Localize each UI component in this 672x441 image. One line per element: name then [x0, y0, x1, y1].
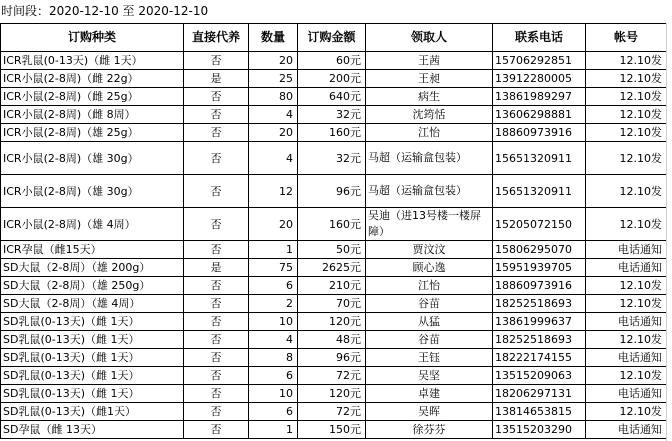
phone-cell: 13861999637: [493, 313, 586, 331]
quantity-cell: 80: [249, 88, 298, 106]
sheet-gridline: [666, 23, 672, 441]
account-cell: 12.10发: [586, 295, 667, 313]
quantity-cell: 1: [249, 421, 298, 439]
recipient-cell: 江怡: [366, 277, 493, 295]
account-cell: 电话通知: [586, 259, 667, 277]
direct-care-cell: 是: [184, 70, 249, 88]
account-cell: 电话通知: [586, 385, 667, 403]
account-cell: 12.10发: [586, 124, 667, 142]
recipient-cell: 徐芬芬: [366, 421, 493, 439]
species-cell: ICR小鼠(2-8周)（雄 30g）: [1, 142, 184, 175]
account-cell: 12.10发: [586, 331, 667, 349]
amount-cell: 96元: [298, 175, 366, 208]
quantity-cell: 20: [249, 208, 298, 241]
species-cell: SD乳鼠(0-13天)（雌 1天）: [1, 349, 184, 367]
species-cell: ICR小鼠(2-8周)（雌 22g）: [1, 70, 184, 88]
table-row: [1, 259, 667, 277]
account-cell: 12.10发: [586, 367, 667, 385]
amount-cell: 200元: [298, 70, 366, 88]
recipient-cell: 吴晖: [366, 403, 493, 421]
table-row: [1, 295, 667, 313]
phone-cell: 15651320911: [493, 142, 586, 175]
date-range-label: 时间段：2020-12-10 至 2020-12-10: [1, 4, 209, 18]
recipient-cell: 吴坚: [366, 367, 493, 385]
amount-cell: 32元: [298, 142, 366, 175]
account-cell: 12.10发: [586, 142, 667, 175]
direct-care-cell: 否: [184, 88, 249, 106]
table-row: [1, 421, 667, 439]
species-cell: SD乳鼠(0-13天)（雌1天）: [1, 403, 184, 421]
recipient-cell: 病生: [366, 88, 493, 106]
table-row: [1, 52, 667, 70]
quantity-cell: 8: [249, 349, 298, 367]
table-row: [1, 208, 667, 241]
table-row: [1, 367, 667, 385]
amount-cell: 70元: [298, 295, 366, 313]
quantity-cell: 4: [249, 331, 298, 349]
account-cell: 电话通知: [586, 349, 667, 367]
header-quantity: 数量: [249, 24, 298, 52]
direct-care-cell: 是: [184, 259, 249, 277]
species-cell: ICR孕鼠（雌15天）: [1, 241, 184, 259]
table-row: [1, 241, 667, 259]
species-cell: ICR小鼠(2-8周)（雌 8周）: [1, 106, 184, 124]
direct-care-cell: 否: [184, 367, 249, 385]
phone-cell: 18206297131: [493, 385, 586, 403]
amount-cell: 120元: [298, 385, 366, 403]
phone-cell: 13861989297: [493, 88, 586, 106]
phone-cell: 15205072150: [493, 208, 586, 241]
amount-cell: 32元: [298, 106, 366, 124]
table-row: [1, 385, 667, 403]
direct-care-cell: 否: [184, 403, 249, 421]
phone-cell: 18860973916: [493, 124, 586, 142]
account-cell: 12.10发: [586, 175, 667, 208]
phone-cell: 13515209063: [493, 367, 586, 385]
amount-cell: 50元: [298, 241, 366, 259]
direct-care-cell: 否: [184, 385, 249, 403]
table-row: [1, 313, 667, 331]
table-row: [1, 106, 667, 124]
recipient-cell: 贾汶汶: [366, 241, 493, 259]
recipient-cell: 马超（运输盒包装）: [366, 175, 493, 208]
recipient-cell: 王昶: [366, 70, 493, 88]
amount-cell: 48元: [298, 331, 366, 349]
table-row: [1, 175, 667, 208]
direct-care-cell: 否: [184, 421, 249, 439]
table-row: [1, 124, 667, 142]
account-cell: 12.10发: [586, 88, 667, 106]
recipient-cell: 谷苗: [366, 295, 493, 313]
account-cell: 电话通知: [586, 421, 667, 439]
header-species: 订购种类: [1, 24, 184, 52]
direct-care-cell: 否: [184, 331, 249, 349]
table-row: [1, 88, 667, 106]
phone-cell: 15951939705: [493, 259, 586, 277]
amount-cell: 2625元: [298, 259, 366, 277]
amount-cell: 120元: [298, 313, 366, 331]
species-cell: SD乳鼠(0-13天)（雌 1天）: [1, 385, 184, 403]
species-cell: ICR小鼠(2-8周)（雄 30g）: [1, 175, 184, 208]
amount-cell: 160元: [298, 124, 366, 142]
header-recipient: 领取人: [366, 24, 493, 52]
species-cell: SD大鼠（2-8周）（雄 200g）: [1, 259, 184, 277]
account-cell: 12.10发: [586, 52, 667, 70]
phone-cell: 15806295070: [493, 241, 586, 259]
direct-care-cell: 否: [184, 241, 249, 259]
quantity-cell: 6: [249, 403, 298, 421]
recipient-cell: 王钰: [366, 349, 493, 367]
phone-cell: 18252518693: [493, 331, 586, 349]
quantity-cell: 2: [249, 295, 298, 313]
account-cell: 12.10发: [586, 277, 667, 295]
direct-care-cell: 否: [184, 52, 249, 70]
species-cell: SD大鼠（2-8周）（雄 250g）: [1, 277, 184, 295]
species-cell: ICR小鼠(2-8周)（雄 25g）: [1, 124, 184, 142]
phone-cell: 13515203290: [493, 421, 586, 439]
recipient-cell: 从猛: [366, 313, 493, 331]
amount-cell: 96元: [298, 349, 366, 367]
direct-care-cell: 否: [184, 295, 249, 313]
quantity-cell: 6: [249, 367, 298, 385]
account-cell: 电话通知: [586, 241, 667, 259]
amount-cell: 640元: [298, 88, 366, 106]
direct-care-cell: 否: [184, 124, 249, 142]
quantity-cell: 20: [249, 124, 298, 142]
quantity-cell: 4: [249, 142, 298, 175]
amount-cell: 60元: [298, 52, 366, 70]
species-cell: SD大鼠（2-8周）（雄 4周）: [1, 295, 184, 313]
direct-care-cell: 否: [184, 208, 249, 241]
recipient-cell: 卓建: [366, 385, 493, 403]
quantity-cell: 1: [249, 241, 298, 259]
recipient-cell: 顾心逸: [366, 259, 493, 277]
header-account: 帐号: [586, 24, 667, 52]
phone-cell: 15651320911: [493, 175, 586, 208]
header-row: [1, 24, 667, 52]
species-cell: ICR小鼠(2-8周)（雌 25g）: [1, 88, 184, 106]
recipient-cell: 吴迪（进13号楼一楼屏障）: [366, 208, 493, 241]
table-row: [1, 277, 667, 295]
quantity-cell: 20: [249, 52, 298, 70]
amount-cell: 150元: [298, 421, 366, 439]
phone-cell: 13912280005: [493, 70, 586, 88]
quantity-cell: 10: [249, 385, 298, 403]
quantity-cell: 75: [249, 259, 298, 277]
phone-cell: 18222174155: [493, 349, 586, 367]
quantity-cell: 25: [249, 70, 298, 88]
recipient-cell: 江怡: [366, 124, 493, 142]
table-row: [1, 403, 667, 421]
amount-cell: 72元: [298, 403, 366, 421]
species-cell: ICR小鼠(2-8周)（雄 4周）: [1, 208, 184, 241]
species-cell: SD乳鼠(0-13天)（雌 1天）: [1, 313, 184, 331]
species-cell: ICR乳鼠(0-13天)（雌 1天）: [1, 52, 184, 70]
species-cell: SD乳鼠(0-13天)（雌 1天）: [1, 331, 184, 349]
recipient-cell: 马超（运输盒包装）: [366, 142, 493, 175]
phone-cell: 13814653815: [493, 403, 586, 421]
table-row: [1, 349, 667, 367]
header-phone: 联系电话: [493, 24, 586, 52]
phone-cell: 18252518693: [493, 295, 586, 313]
header-direct-care: 直接代养: [184, 24, 249, 52]
table-row: [1, 331, 667, 349]
direct-care-cell: 否: [184, 142, 249, 175]
header-amount: 订购金额: [298, 24, 366, 52]
species-cell: SD乳鼠(0-13天)（雌 1天）: [1, 367, 184, 385]
amount-cell: 160元: [298, 208, 366, 241]
account-cell: 12.10发: [586, 70, 667, 88]
account-cell: 12.10发: [586, 106, 667, 124]
account-cell: 12.10发: [586, 208, 667, 241]
table-row: [1, 70, 667, 88]
recipient-cell: 谷苗: [366, 331, 493, 349]
table-row: [1, 142, 667, 175]
direct-care-cell: 否: [184, 349, 249, 367]
direct-care-cell: 否: [184, 175, 249, 208]
account-cell: 电话通知: [586, 313, 667, 331]
species-cell: SD孕鼠（雌 13天）: [1, 421, 184, 439]
phone-cell: 15706292851: [493, 52, 586, 70]
phone-cell: 18860973916: [493, 277, 586, 295]
quantity-cell: 6: [249, 277, 298, 295]
direct-care-cell: 否: [184, 106, 249, 124]
recipient-cell: 沈筠恬: [366, 106, 493, 124]
phone-cell: 13606298881: [493, 106, 586, 124]
quantity-cell: 12: [249, 175, 298, 208]
account-cell: 12.10发: [586, 403, 667, 421]
direct-care-cell: 否: [184, 277, 249, 295]
quantity-cell: 10: [249, 313, 298, 331]
quantity-cell: 4: [249, 106, 298, 124]
recipient-cell: 王茜: [366, 52, 493, 70]
amount-cell: 210元: [298, 277, 366, 295]
amount-cell: 72元: [298, 367, 366, 385]
direct-care-cell: 否: [184, 313, 249, 331]
orders-table: [0, 23, 667, 439]
